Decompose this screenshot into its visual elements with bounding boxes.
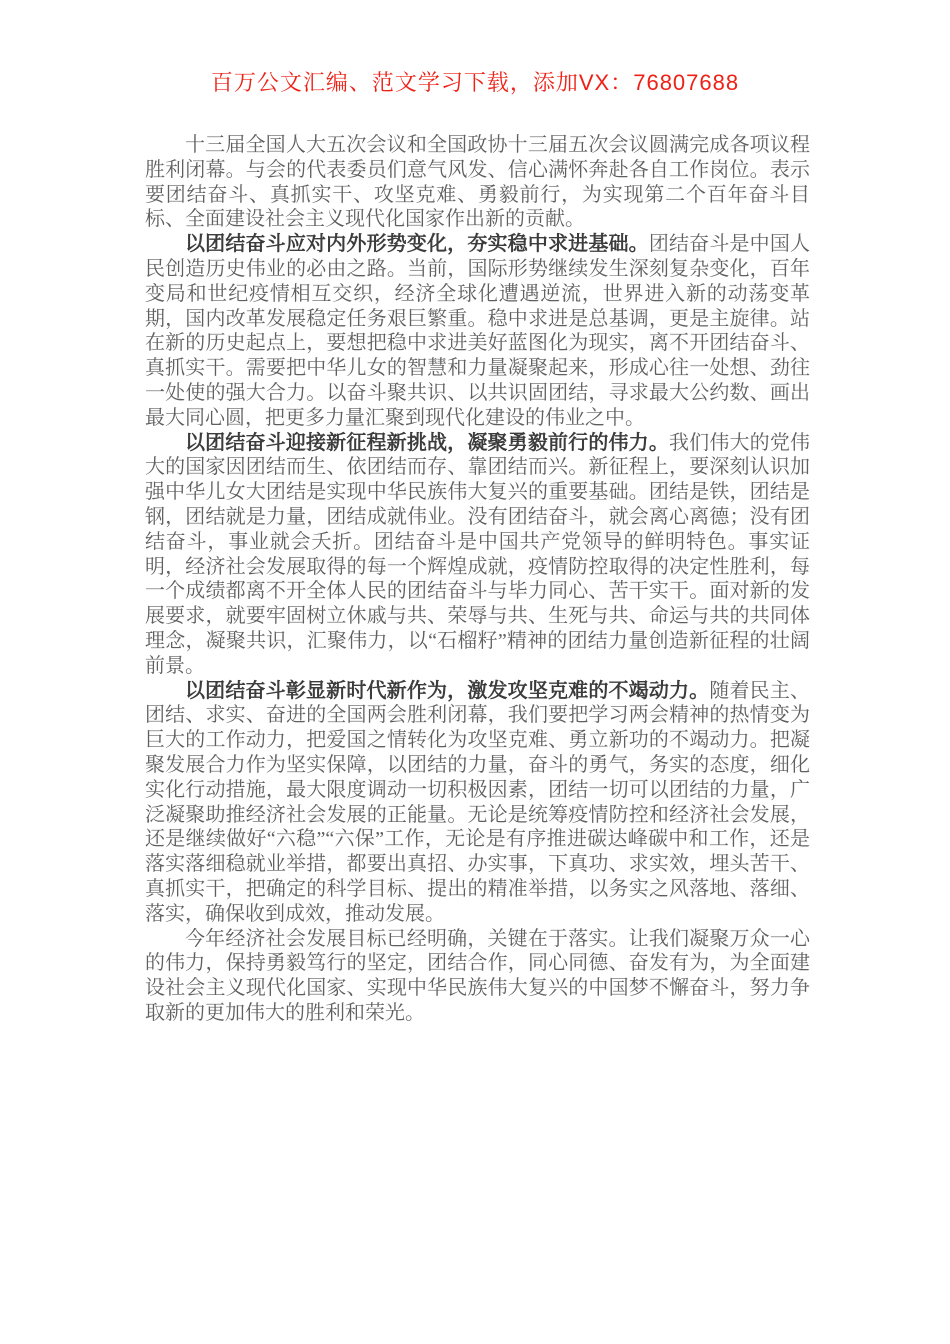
paragraph-text: 团结奋斗是中国人民创造历史伟业的必由之路。当前，国际形势继续发生深刻复杂变化，百年变局和世纪疫情相互交织，经济全球化遭遇逆流，世界进入新的动荡变革期，国内改革发展稳定任务艰巨繁重。稳中求进是总基调，更是主旋律。站在新的历史起点上，要想把稳中求进美好蓝图化为现实，离不开团结奋斗、真抓实干。需要把中华儿女的智慧和力量凝聚起来，形成心往一处想、劲往一处使的强大合力。以奋斗聚共识、以共识固团结，寻求最大公约数、画出最大同心圆，把更多力量汇聚到现代化建设的伟业之中。 [145,233,811,429]
paragraph [145,431,810,679]
document-body [145,133,810,1026]
paragraph-lead: 以团结奋斗迎接新征程新挑战，凝聚勇毅前行的伟力。 [185,431,669,454]
paragraph-text: 我们伟大的党伟大的国家因团结而生、依团结而存、靠团结而兴。新征程上，要深刻认识加强中华儿女大团结是实现中华民族伟大复兴的重要基础。团结是铁，团结是钢，团结就是力量，团结成就伟业。没有团结奋斗，就会离心离德；没有团结奋斗，事业就会夭折。团结奋斗是中国共产党领导的鲜明特色。事实证明，经济社会发展取得的每一个辉煌成就，疫情防控取得的决定性胜利，每一个成绩都离不开全体人民的团结奋斗与毕力同心、苦干实干。面对新的发展要求，就要牢固树立休戚与共、荣辱与共、生死与共、命运与共的共同体理念，凝聚共识，汇聚伟力，以“石榴籽”精神的团结力量创造新征程的壮阔前景。 [145,431,811,677]
paragraph [145,133,810,232]
promo-banner: 百万公文汇编、范文学习下载，添加VX：76807688 [210,70,740,95]
paragraph [145,679,810,927]
paragraph-lead: 以团结奋斗彰显新时代新作为，激发攻坚克难的不竭动力。 [185,679,710,702]
paragraph [145,927,810,1026]
paragraph-text: 今年经济社会发展目标已经明确，关键在于落实。让我们凝聚万众一心的伟力，保持勇毅笃行的坚定，团结合作，同心同德、奋发有为，为全面建设社会主义现代化国家、实现中华民族伟大复兴的中国梦不懈奋斗，努力争取新的更加伟大的胜利和荣光。 [145,927,810,1024]
paragraph-text: 十三届全国人大五次会议和全国政协十三届五次会议圆满完成各项议程胜利闭幕。与会的代表委员们意气风发、信心满怀奔赴各自工作岗位。表示要团结奋斗、真抓实干、攻坚克难、勇毅前行，为实现第二个百年奋斗目标、全面建设社会主义现代化国家作出新的贡献。 [145,134,810,231]
paragraph [145,232,810,430]
paragraph-text: 随着民主、团结、求实、奋进的全国两会胜利闭幕，我们要把学习两会精神的热情变为巨大的工作动力，把爱国之情转化为攻坚克难、勇立新功的不竭动力。把凝聚发展合力作为坚实保障，以团结的力量，奋斗的勇气，务实的态度，细化实化行动措施，最大限度调动一切积极因素，团结一切可以团结的力量，广泛凝聚助推经济社会发展的正能量。无论是统筹疫情防控和经济社会发展，还是继续做好“六稳”“六保”工作，无论是有序推进碳达峰碳中和工作，还是落实落细稳就业举措，都要出真招、办实事，下真功、求实效，埋头苦干、真抓实干，把确定的科学目标、提出的精准举措，以务实之风落地、落细、落实，确保收到成效，推动发展。 [145,679,811,925]
paragraph-lead: 以团结奋斗应对内外形势变化，夯实稳中求进基础。 [185,233,649,256]
